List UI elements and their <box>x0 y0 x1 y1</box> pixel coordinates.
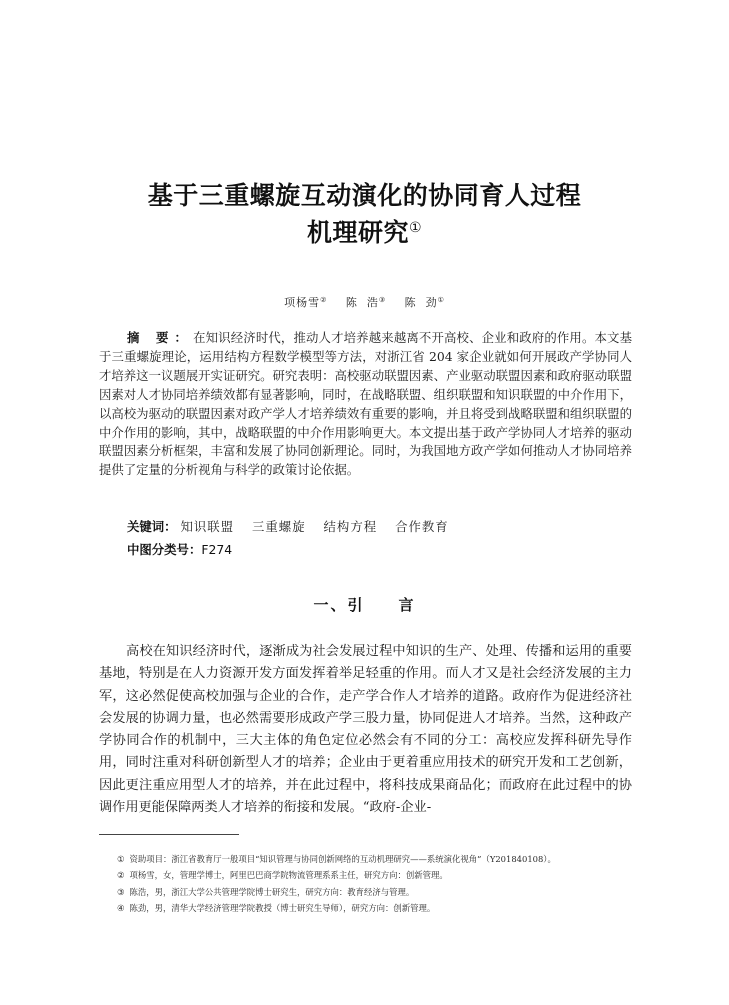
abstract-label: 摘 要： <box>127 330 194 345</box>
author-marker: ① <box>437 296 445 304</box>
footnote-text: 项杨雪，女，管理学博士，阿里巴巴商学院物流管理系系主任，研究方向：创新管理。 <box>129 870 448 881</box>
section-heading-number: 一、引 <box>313 596 365 614</box>
abstract-text: 在知识经济时代，推动人才培养越来越离不开高校、企业和政府的作用。本文基于三重螺旋理论，运用结构方程数学模型等方法，对浙江省 204 家企业就如何开展政产学协同人才培养这一议题展开实证研究。研究表明：高校驱动联盟因素、产业驱动联盟因素和政府驱动联盟因素对人才协同培养绩效都有显著影响，同时，在战略联盟、组织联盟和知识联盟的中介作用下，以高校为驱动的联盟因素对政产学人才培养绩效有重要的影响，并且将受到战略联盟和组织联盟的中介作用的影响，其中，战略联盟的中介作用影响更大。本文提出基于政产学协同人才培养的驱动联盟因素分析框架，丰富和发展了协同创新理论。同时，为我国地方政产学如何推动人才协同培养提供了定量的分析视角与科学的政策讨论依据。 <box>99 330 632 478</box>
author-2 <box>346 296 386 309</box>
keyword: 知识联盟 <box>180 519 235 534</box>
footnote-marker: ④ <box>117 902 125 913</box>
footnote <box>117 851 637 867</box>
author-marker: ② <box>320 296 328 304</box>
paper-title-line-2 <box>0 213 729 249</box>
author-marker: ③ <box>378 296 387 304</box>
author-3 <box>405 296 445 309</box>
footnote-marker: ② <box>117 870 125 881</box>
footnote <box>117 867 637 883</box>
section-heading-title: 言 <box>398 596 416 614</box>
clc-label: 中图分类号： <box>127 542 202 557</box>
footnote-text: 陈浩，男，浙江大学公共管理学院博士研究生，研究方向：教育经济与管理。 <box>129 886 415 897</box>
abstract <box>99 329 632 480</box>
clc-value: F274 <box>201 542 233 557</box>
author-1 <box>284 296 327 309</box>
footnote <box>117 900 637 916</box>
footnote-text: 资助项目：浙江省教育厅一般项目“知识管理与协同创新网络的互动机理研究——系统演化视角”（Y201840108）。 <box>129 854 556 864</box>
footnote <box>117 884 637 900</box>
footnote-text: 陈劲，男，清华大学经济管理学院教授（博士研究生导师），研究方向：创新管理。 <box>129 902 436 913</box>
keyword: 三重螺旋 <box>252 519 306 534</box>
keywords-label: 关键词： <box>127 519 177 534</box>
footnote-marker: ③ <box>117 886 125 897</box>
classification-number <box>127 540 232 558</box>
section-heading <box>0 594 729 615</box>
keyword: 结构方程 <box>323 519 378 534</box>
author-name: 陈 浩 <box>345 296 379 309</box>
author-name: 陈 劲 <box>404 296 438 309</box>
footnote-divider <box>99 834 239 835</box>
keyword: 合作教育 <box>395 519 449 534</box>
footnote-marker: ① <box>117 854 125 864</box>
author-name: 项杨雪 <box>284 296 321 309</box>
title-footnote-marker: ① <box>408 220 423 236</box>
body-paragraph: 高校在知识经济时代，逐渐成为社会发展过程中知识的生产、处理、传播和运用的重要基地，特别是在人力资源开发方面发挥着举足轻重的作用。而人才又是社会经济发展的主力军，这必然促使高校加强与企业的合作，走产学合作人才培养的道路。政府作为促进经济社会发展的协调力量，也必然需要形成政产学三股力量，协同促进人才培养。当然，这种政产学协同合作的机制中，三大主体的角色定位必然会有不同的分工：高校应发挥科研先导作用，同时注重对科研创新型人才的培养；企业由于更着重应用技术的研究开发和工艺创新，因此更注重应用型人才的培养，并在此过程中，将科技成果商品化；而政府在此过程中的协调作用更能保障两类人才培养的衔接和发展。“政府-企业- <box>99 644 632 816</box>
keywords <box>127 517 463 535</box>
title-line-1-text: 基于三重螺旋互动演化的协同育人过程 <box>147 181 582 210</box>
title-line-2-text: 机理研究 <box>306 218 409 247</box>
paper-title-line-1 <box>0 176 729 212</box>
author-list <box>0 294 729 310</box>
footnotes <box>117 851 637 916</box>
